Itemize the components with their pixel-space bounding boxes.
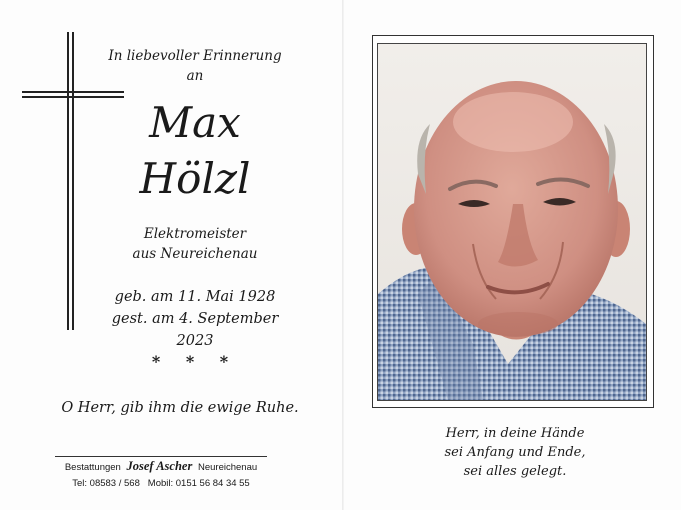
quote-line-1: Herr, in deine Hände bbox=[445, 426, 585, 441]
prayer-text: O Herr, gib ihm die ewige Ruhe. bbox=[61, 400, 299, 416]
quote-line-2: sei Anfang und Ende, bbox=[444, 445, 586, 460]
undertaker-phone: Tel: 08583 / 568 bbox=[72, 478, 140, 489]
card-fold bbox=[342, 0, 344, 510]
death-date: gest. am 4. September 2023 bbox=[111, 311, 279, 349]
undertaker-mobile: Mobil: 0151 56 84 34 55 bbox=[147, 478, 250, 489]
undertaker-info bbox=[50, 458, 272, 492]
quote-text bbox=[410, 424, 620, 481]
undertaker-town: Neureichenau bbox=[197, 462, 258, 473]
memory-line-2: an bbox=[186, 68, 204, 84]
profession: Elektromeister bbox=[143, 226, 247, 242]
profession-block bbox=[100, 224, 290, 264]
origin: aus Neureichenau bbox=[132, 246, 258, 262]
star-divider: * * * bbox=[151, 352, 239, 371]
quote-line-3: sei alles gelegt. bbox=[463, 464, 567, 479]
memory-heading bbox=[100, 46, 290, 86]
undertaker-prefix: Bestattungen bbox=[64, 462, 121, 473]
last-name: Hölzl bbox=[139, 154, 251, 203]
first-name: Max bbox=[149, 98, 241, 147]
undertaker-name: Josef Ascher bbox=[126, 459, 193, 473]
portrait-photo bbox=[377, 43, 647, 401]
divider-line bbox=[55, 456, 267, 457]
memory-line-1: In liebevoller Erinnerung bbox=[108, 48, 282, 64]
birth-date: geb. am 11. Mai 1928 bbox=[114, 289, 276, 305]
life-dates bbox=[95, 286, 295, 352]
